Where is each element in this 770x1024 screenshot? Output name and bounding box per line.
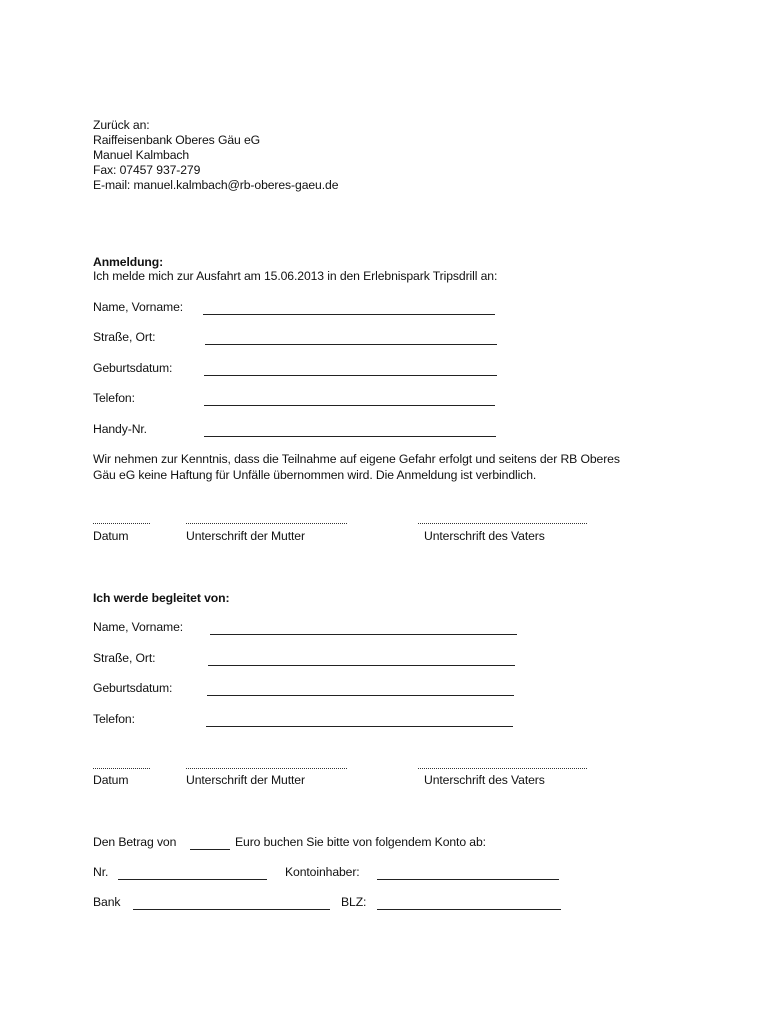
companion-heading: Ich werde begleitet von:: [93, 591, 230, 605]
companion-mother-signature-label: Unterschrift der Mutter: [186, 773, 305, 787]
street-input-line[interactable]: [205, 344, 497, 345]
companion-date-label: Datum: [93, 773, 129, 787]
companion-father-signature-label: Unterschrift des Vaters: [424, 773, 545, 787]
email-address: E-mail: manuel.kalmbach@rb-oberes-gaeu.de: [93, 178, 339, 192]
account-number-label: Nr.: [93, 865, 109, 879]
phone-input-line[interactable]: [204, 405, 495, 406]
companion-label-street: Straße, Ort:: [93, 651, 156, 665]
companion-birthdate-input-line[interactable]: [207, 695, 514, 696]
companion-name-input-line[interactable]: [210, 634, 517, 635]
mother-signature-line[interactable]: [186, 523, 347, 524]
bank-label: Bank: [93, 895, 121, 909]
companion-mother-signature-line[interactable]: [186, 768, 347, 769]
companion-date-signature-line[interactable]: [93, 768, 150, 769]
fax-number: Fax: 07457 937-279: [93, 163, 201, 177]
companion-father-signature-line[interactable]: [418, 768, 587, 769]
account-holder-label: Kontoinhaber:: [285, 865, 360, 879]
field-label-mobile: Handy-Nr.: [93, 422, 147, 436]
birthdate-input-line[interactable]: [204, 375, 497, 376]
registration-heading: Anmeldung:: [93, 255, 164, 269]
date-signature-line[interactable]: [93, 523, 150, 524]
date-label: Datum: [93, 529, 129, 543]
disclaimer-line-2: Gäu eG keine Haftung für Unfälle übernommen wird. Die Anmeldung ist verbindlich.: [93, 468, 537, 482]
mother-signature-label: Unterschrift der Mutter: [186, 529, 305, 543]
registration-intro: Ich melde mich zur Ausfahrt am 15.06.2013 in den Erlebnispark Tripsdrill an:: [93, 269, 498, 283]
father-signature-label: Unterschrift des Vaters: [424, 529, 545, 543]
field-label-birthdate: Geburtsdatum:: [93, 361, 173, 375]
field-label-street: Straße, Ort:: [93, 330, 156, 344]
bank-name: Raiffeisenbank Oberes Gäu eG: [93, 133, 261, 147]
account-number-input-line[interactable]: [118, 879, 267, 880]
field-label-name: Name, Vorname:: [93, 300, 184, 314]
father-signature-line[interactable]: [418, 523, 587, 524]
companion-street-input-line[interactable]: [208, 665, 515, 666]
blz-input-line[interactable]: [377, 909, 561, 910]
companion-label-phone: Telefon:: [93, 712, 135, 726]
bank-input-line[interactable]: [133, 909, 330, 910]
amount-input-line[interactable]: [190, 849, 230, 850]
amount-text-before: Den Betrag von: [93, 835, 177, 849]
companion-label-birthdate: Geburtsdatum:: [93, 681, 173, 695]
amount-text-after: Euro buchen Sie bitte von folgendem Konto ab:: [235, 835, 486, 849]
field-label-phone: Telefon:: [93, 391, 135, 405]
companion-label-name: Name, Vorname:: [93, 620, 184, 634]
disclaimer-line-1: Wir nehmen zur Kenntnis, dass die Teilnahme auf eigene Gefahr erfolgt und seitens der RB Oberes: [93, 452, 620, 466]
account-holder-input-line[interactable]: [377, 879, 559, 880]
companion-phone-input-line[interactable]: [206, 726, 513, 727]
mobile-input-line[interactable]: [204, 436, 496, 437]
blz-label: BLZ:: [341, 895, 367, 909]
return-label: Zurück an:: [93, 118, 150, 132]
contact-name: Manuel Kalmbach: [93, 148, 190, 162]
name-input-line[interactable]: [203, 314, 495, 315]
